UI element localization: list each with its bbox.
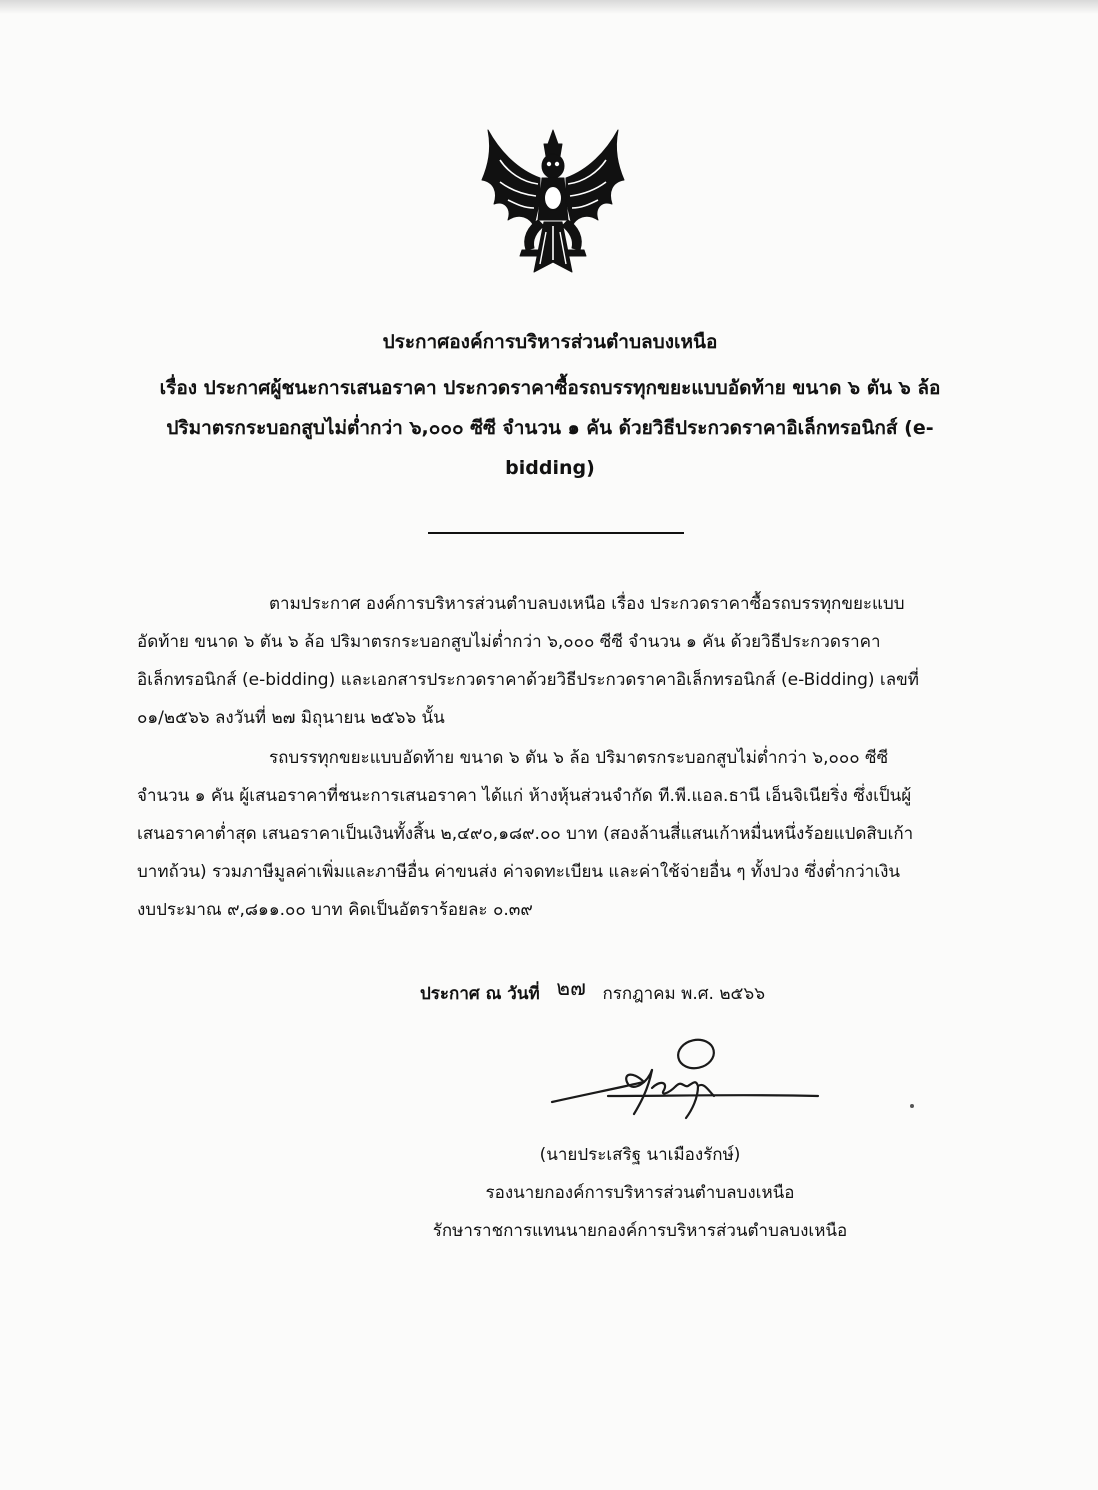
paragraph2-line5: งบประมาณ ๙,๘๑๑.๐๐ บาท คิดเป็นอัตราร้อยละ ๐.๓๙ <box>137 900 533 920</box>
signatory-acting-position: รักษาราชการแทนนายกองค์การบริหารส่วนตำบลบงเหนือ <box>432 1221 848 1241</box>
signatory-name: (นายประเสริฐ นาเมืองรักษ์) <box>539 1145 741 1165</box>
scan-speck <box>910 1104 914 1108</box>
subject-line-2: ปริมาตรกระบอกสูบไม่ต่ำกว่า ๖,๐๐๐ ซีซี จำนวน ๑ คัน ด้วยวิธีประกวดราคาอิเล็กทรอนิกส์ (e- <box>166 417 934 439</box>
paragraph2-line1: รถบรรทุกขยะแบบอัดท้าย ขนาด ๖ ตัน ๖ ล้อ ปริมาตรกระบอกสูบไม่ต่ำกว่า ๖,๐๐๐ ซีซี <box>269 748 889 768</box>
announcement-heading <box>100 322 1000 488</box>
paragraph1-line2: อัดท้าย ขนาด ๖ ตัน ๖ ล้อ ปริมาตรกระบอกสูบไม่ต่ำกว่า ๖,๐๐๐ ซีซี จำนวน ๑ คัน ด้วยวิธีประกวดราคา <box>137 632 881 652</box>
paragraph2-line4: บาทถ้วน) รวมภาษีมูลค่าเพิ่มและภาษีอื่น ค่าขนส่ง ค่าจดทะเบียน และค่าใช้จ่ายอื่น ๆ ทั้งปวง ซึ่งต่ำกว่าเงิน <box>137 862 901 882</box>
signatory-block <box>400 1136 880 1250</box>
paragraph2-line2: จำนวน ๑ คัน ผู้เสนอราคาที่ชนะการเสนอราคา ได้แก่ ห้างหุ้นส่วนจำกัด ที.พี.แอล.ธานี เอ็นจิเนียริ่ง ซึ่งเป็นผู้ <box>137 786 912 806</box>
announcement-date <box>420 976 765 1009</box>
signatory-position: รองนายกองค์การบริหารส่วนตำบลบงเหนือ <box>485 1183 795 1203</box>
announcement-prefix: ประกาศ ณ วันที่ <box>420 984 540 1004</box>
paragraph2-line3: เสนอราคาต่ำสุด เสนอราคาเป็นเงินทั้งสิ้น ๒,๔๙๐,๑๘๙.๐๐ บาท (สองล้านสี่แสนเก้าหมื่นหนึ่งร้อยแปดสิบเก้า <box>137 824 914 844</box>
subject-line-3: bidding) <box>505 457 595 479</box>
subject-line-1: เรื่อง ประกาศผู้ชนะการเสนอราคา ประกวดราคาซื้อรถบรรทุกขยะแบบอัดท้าย ขนาด ๖ ตัน ๖ ล้อ <box>159 377 941 399</box>
paragraph-reference <box>137 585 977 737</box>
garuda-emblem-icon <box>478 122 628 282</box>
handwritten-signature <box>548 1030 838 1130</box>
announcement-month-year: กรกฎาคม พ.ศ. ๒๕๖๖ <box>602 984 766 1004</box>
handwritten-day: ๒๗ <box>556 976 586 1000</box>
organization-title: ประกาศองค์การบริหารส่วนตำบลบงเหนือ <box>382 331 718 353</box>
page-top-edge <box>0 0 1098 14</box>
paragraph1-line4: ๐๑/๒๕๖๖ ลงวันที่ ๒๗ มิถุนายน ๒๕๖๖ นั้น <box>137 708 445 728</box>
paragraph-winner <box>137 739 977 929</box>
paragraph1-line3: อิเล็กทรอนิกส์ (e-bidding) และเอกสารประกวดราคาด้วยวิธีประกวดราคาอิเล็กทรอนิกส์ (e-Bidding) เลขที่ <box>137 670 919 690</box>
heading-divider <box>428 532 684 534</box>
paragraph1-line1: ตามประกาศ องค์การบริหารส่วนตำบลบงเหนือ เรื่อง ประกวดราคาซื้อรถบรรทุกขยะแบบ <box>269 594 905 614</box>
